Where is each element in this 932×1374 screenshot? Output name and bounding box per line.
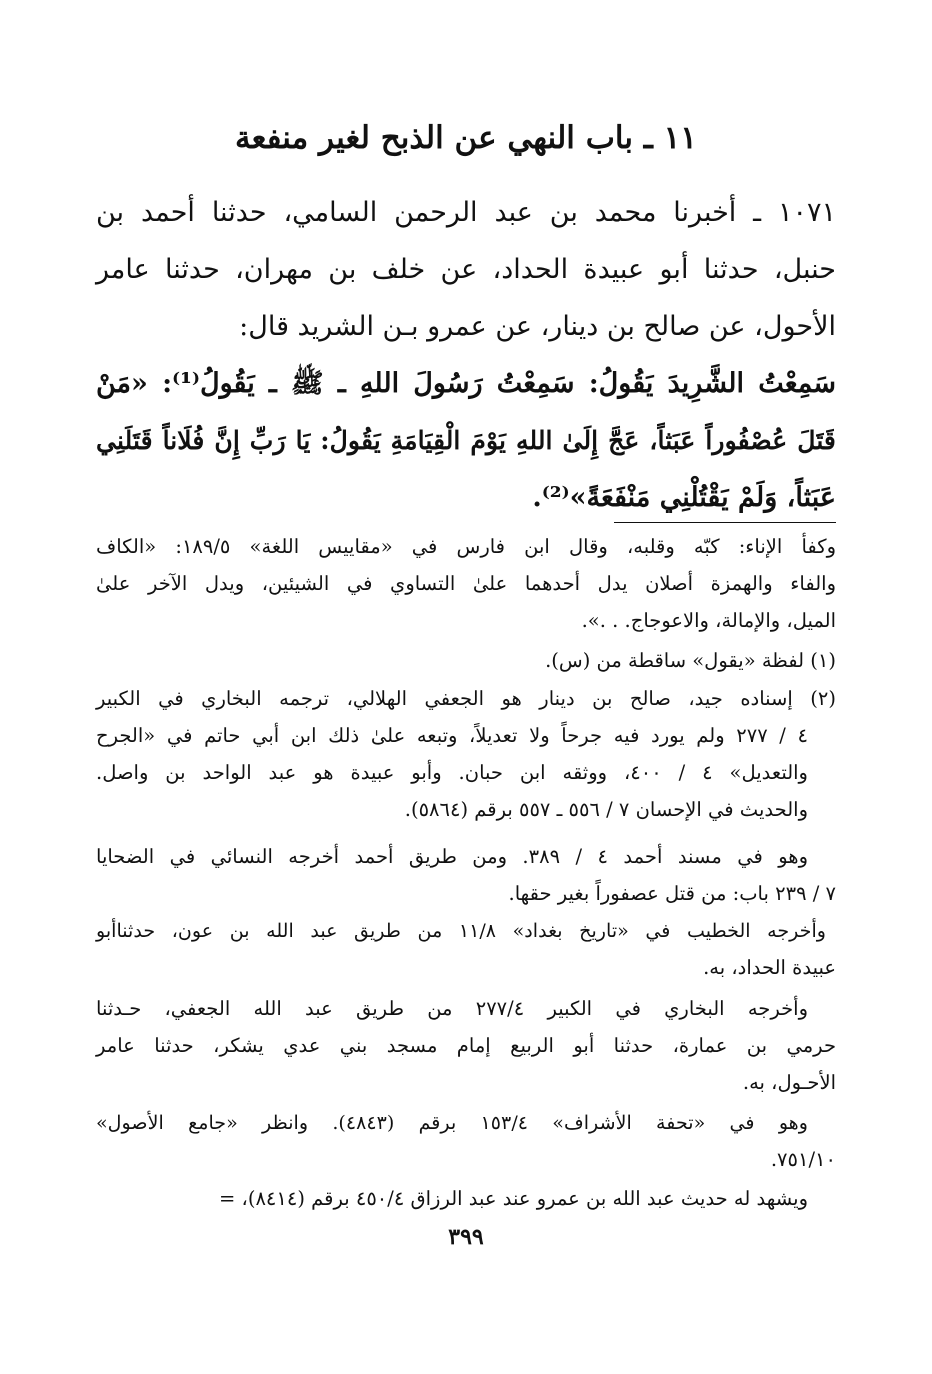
footnote-line: حرمي بن عمارة، حدثنا أبو الربيع إمام مسجد بني عدي يشكر، حدثنا عامر: [96, 1034, 836, 1057]
footnote-line: وكفأ الإناء: كبّه وقلبه، وقال ابن فارس في «مقاييس اللغة» ١٨٩/٥: «الكاف: [96, 535, 836, 558]
chapter-title: ١١ ـ باب النهي عن الذبح لغير منفعة: [235, 120, 697, 156]
footnote-line: (١) لفظة «يقول» ساقطة من (س).: [545, 649, 836, 672]
footnote-line: وهو في «تحفة الأشراف» ١٥٣/٤ برقم (٤٨٤٣). وانظر «جامع الأصول»: [96, 1111, 808, 1134]
footnote-2: [96, 680, 836, 828]
footnote-line: وأخرجه البخاري في الكبير ٢٧٧/٤ من طريق عبد الله الجعفي، حـدثنا: [96, 997, 808, 1020]
footnote-line: عبيدة الحداد، به.: [703, 956, 836, 979]
footnote-line: والتعديل» ٤ / ٤٠٠، ووثقه ابن حبان. وأبو عبيدة هو عبد الواحد بن واصل.: [96, 761, 808, 784]
footnote-5: [96, 990, 836, 1101]
footnote-1: [96, 642, 836, 679]
footnote-line: (٢) إسناده جيد، صالح بن دينار هو الجعفي الهلالي، ترجمه البخاري في الكبير: [96, 687, 836, 710]
footnote-3: [96, 838, 836, 912]
footnote-line: الميل، والإمالة، والاعوجاج. . .».: [581, 609, 836, 632]
footnote-line: والفاء والهمزة أصلان يدل أحدهما علىٰ التساوي في الشيئين، ويدل الآخر علىٰ: [96, 572, 836, 595]
footnote-4: [96, 912, 836, 986]
footnote-line: ٤ / ٢٧٧ ولم يورد فيه جرحاً ولا تعديلاً، وتبعه علىٰ ذلك ابن أبي حاتم في «الجرح: [96, 724, 808, 747]
footnote-7: [96, 1180, 836, 1217]
footnote-6: [96, 1104, 836, 1178]
footnote-line: ويشهد له حديث عبد الله بن عمرو عند عبد الرزاق ٤٥٠/٤ برقم (٨٤١٤)، =: [218, 1187, 808, 1210]
footnote-separator: [614, 522, 836, 523]
footnote-line: وهو في مسند أحمد ٤ / ٣٨٩. ومن طريق أحمد أخرجه النسائي في الضحايا: [96, 845, 808, 868]
hadith-line: عَبَثاً، وَلَمْ يَقْتُلْنِي مَنْفَعَةً»⁽²⁾.: [532, 482, 836, 513]
hadith-isnad: [96, 184, 836, 355]
hadith-line: سَمِعْتُ الشَّرِيدَ يَقُولُ: سَمِعْتُ رَسُولَ اللهِ ـ ﷺ ـ يَقُولُ⁽¹⁾: «مَنْ: [96, 368, 836, 399]
footnote-line: والحديث في الإحسان ٧ / ٥٥٦ ـ ٥٥٧ برقم (٥٨٦٤).: [404, 798, 808, 821]
hadith-line: قَتَلَ عُصْفُوراً عَبَثاً، عَجَّ إِلَىٰ اللهِ يَوْمَ الْقِيَامَةِ يَقُولُ: يَا رَبِّ إِنَّ فُلَاناً قَتَلَنِي: [96, 425, 836, 455]
isnad-line: ١٠٧١ ـ أخبرنا محمد بن عبد الرحمن السامي، حدثنا أحمد بن: [96, 197, 836, 228]
isnad-line: حنبل، حدثنا أبو عبيدة الحداد، عن خلف بن مهران، حدثنا عامر: [96, 254, 836, 285]
footnote-line: الأحـول، به.: [742, 1071, 836, 1094]
hadith-text: [96, 355, 836, 526]
page-number: ٣٩٩: [448, 1224, 484, 1250]
isnad-line: الأحول، عن صالح بن دينار، عن عمرو بـن الشريد قال:: [239, 311, 836, 342]
footnote-continuation: [96, 528, 836, 639]
footnote-line: وأخرجه الخطيب في «تاريخ بغداد» ١١/٨ من طريق عبد الله بن عون، حدثناأبو: [96, 919, 827, 942]
footnote-line: ٧٥١/١٠.: [770, 1148, 836, 1171]
footnote-line: ٧ / ٢٣٩ باب: من قتل عصفوراً بغير حقها.: [508, 882, 836, 905]
